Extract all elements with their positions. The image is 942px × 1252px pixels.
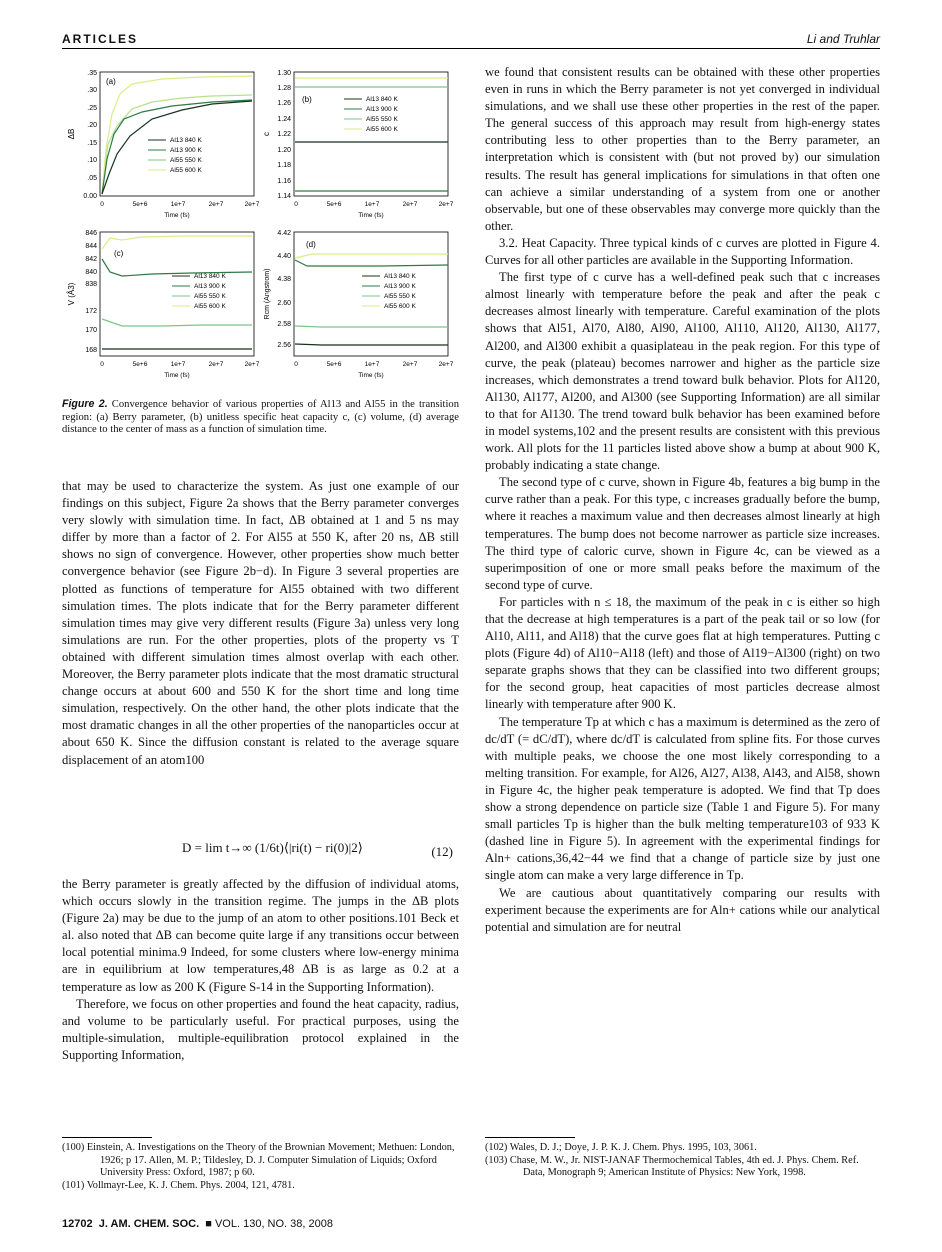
svg-text:1.18: 1.18	[277, 162, 291, 169]
svg-text:ΔB: ΔB	[67, 128, 76, 140]
svg-text:168: 168	[85, 347, 97, 354]
svg-text:Al55 600 K: Al55 600 K	[170, 167, 202, 174]
paragraph: we found that consistent results can be obtained with these other properties even in runs in which the Berry parameter is not yet converged in individual simulations, and we shall use these other properties in the rest of the paper. The general success of this approach may result from high-energy states contributing less to other properties than to the Berry parameter, an interpretation which is consistent with (but not proved by) our simulation results. The result has general implications for simulations in that often one can achieve a similar understanding of a system from one or another observable, but one of these observables may converge more quickly than the other.	[485, 65, 880, 233]
svg-text:1.30: 1.30	[277, 70, 291, 77]
svg-text:1e+7: 1e+7	[364, 361, 380, 368]
svg-text:Al55 550 K: Al55 550 K	[170, 157, 202, 164]
page-footer: 12702 J. AM. CHEM. SOC. ■ VOL. 130, NO. 38, 2008	[62, 1218, 333, 1230]
svg-text:Time (fs): Time (fs)	[164, 372, 190, 379]
panel-d-label: (d)	[306, 240, 316, 249]
running-header-authors: Li and Truhlar	[806, 32, 880, 46]
svg-text:1e+7: 1e+7	[170, 361, 186, 368]
svg-text:Al13 900 K: Al13 900 K	[194, 283, 226, 290]
svg-text:1.26: 1.26	[277, 100, 291, 107]
svg-text:2e+7: 2e+7	[208, 201, 224, 208]
svg-text:844: 844	[85, 243, 97, 250]
svg-text:4.40: 4.40	[277, 253, 291, 260]
reference-item: (103) Chase, M. W., Jr. NIST-JANAF Thermochemical Tables, 4th ed. J. Phys. Chem. Ref. Data, Monograph 9; American Institute of Physics: New York, 1998.	[485, 1154, 859, 1179]
svg-text:Time (fs): Time (fs)	[164, 212, 190, 219]
caption-text: Convergence behavior of various properties of Al13 and Al55 in the transition region: (a) Berry parameter, (b) unitless specific heat capacity c, (c) volume, (d) average distance to the center of mass as a function of simulation time.	[62, 399, 459, 436]
svg-text:Time (fs): Time (fs)	[358, 212, 384, 219]
figure-2-svg	[62, 64, 459, 394]
equation-12	[62, 834, 459, 868]
journal-volume: VOL. 130, NO. 38, 2008	[214, 1218, 333, 1230]
svg-text:.35: .35	[87, 70, 97, 77]
svg-text:.25: .25	[87, 105, 97, 112]
running-header-section: ARTICLES	[62, 32, 138, 46]
svg-text:2e+7: 2e+7	[244, 361, 260, 368]
paragraph: The first type of c curve has a well-defined peak such that c increases almost linearly with temperature before the peak and after the peak c decreases almost linearly with temperature. Careful examination of the plots shows that Al51, Al70, Al80, Al90, Al100, Al110, Al120, Al130, Al177, Al200, and Al300 exhibit a quasiplateau in the peak region. For this type of curve, the peak (plateau) becomes narrower and higher as the particle size increases, which demonstrates a trend toward bulk behavior. Plots for Al120, Al130, Al177, Al200, and Al300 (see Supporting Information) are all similar to that for Al130. The trend toward bulk behavior has been examined before in model systems,102 and the present results are consistent with this previous work. All plots for the 11 particles listed above show a bump at about 900 K, probably indicating a state change.	[485, 270, 880, 473]
svg-text:2e+7: 2e+7	[244, 201, 260, 208]
svg-text:2e+7: 2e+7	[438, 201, 454, 208]
journal-name: J. AM. CHEM. SOC.	[98, 1218, 200, 1230]
svg-text:0.00: 0.00	[83, 193, 97, 200]
svg-text:1.16: 1.16	[277, 178, 291, 185]
left-column-body	[62, 478, 459, 769]
svg-text:.10: .10	[87, 157, 97, 164]
references-left	[62, 1142, 459, 1192]
svg-text:2e+7: 2e+7	[438, 361, 454, 368]
svg-text:Al55 550 K: Al55 550 K	[384, 293, 416, 300]
equation-body: D = lim t→∞ (1/6t)⟨|ri(t) − ri(0)|2⟩	[182, 840, 363, 855]
svg-text:.05: .05	[87, 175, 97, 182]
svg-text:1.22: 1.22	[277, 131, 291, 138]
right-column-body	[485, 64, 880, 936]
svg-text:4.42: 4.42	[277, 230, 291, 237]
svg-text:.15: .15	[87, 140, 97, 147]
svg-text:2e+7: 2e+7	[402, 361, 418, 368]
svg-text:1.20: 1.20	[277, 147, 291, 154]
panel-a	[67, 70, 260, 219]
svg-text:2e+7: 2e+7	[402, 201, 418, 208]
svg-text:4.38: 4.38	[277, 276, 291, 283]
svg-text:Al13 900 K: Al13 900 K	[384, 283, 416, 290]
reference-item: (100) Einstein, A. Investigations on the Theory of the Brownian Movement; Methuen: London, 1926; p 17. Allen, M. P.; Tildesley, D. J. Computer Simulation of Liquids; Oxford University Press: Oxford, 1987; p 60.	[62, 1142, 455, 1179]
svg-text:1e+7: 1e+7	[170, 201, 186, 208]
svg-text:Al13 900 K: Al13 900 K	[170, 147, 202, 154]
svg-text:840: 840	[85, 269, 97, 276]
footnote-rule-left	[62, 1137, 152, 1138]
svg-text:Al13 900 K: Al13 900 K	[366, 106, 398, 113]
svg-text:Al13 840 K: Al13 840 K	[194, 273, 226, 280]
svg-text:1.14: 1.14	[277, 193, 291, 200]
svg-text:Al55 550 K: Al55 550 K	[366, 116, 398, 123]
svg-text:.20: .20	[87, 122, 97, 129]
svg-text:5e+6: 5e+6	[132, 361, 148, 368]
svg-text:c: c	[262, 132, 271, 136]
svg-text:Al55 600 K: Al55 600 K	[194, 303, 226, 310]
svg-text:842: 842	[85, 256, 97, 263]
caption-label: Figure 2.	[62, 398, 108, 410]
svg-text:Al55 600 K: Al55 600 K	[366, 126, 398, 133]
panel-a-label: (a)	[106, 77, 116, 86]
paragraph: For particles with n ≤ 18, the maximum of the peak in c is either so high that the decrease at high temperatures is a part of the peak tail or so low (for Al10, Al11, and Al18) that the curve goes flat at high temperatures. Putting c plots (Figure 4d) of Al10−Al18 (left) and those of Al19−Al300 (right) on two separate graphs shows that they can be classified into two different groups; for the second group, heat capacities of most particles decrease almost linearly with temperature after 900 K.	[485, 594, 880, 712]
svg-text:846: 846	[85, 230, 97, 237]
svg-text:0: 0	[100, 361, 104, 368]
svg-text:5e+6: 5e+6	[132, 201, 148, 208]
svg-text:Rcm (Angstrom): Rcm (Angstrom)	[264, 268, 271, 320]
figure-caption	[62, 398, 459, 437]
panel-d	[264, 230, 454, 379]
figure-2	[62, 64, 459, 394]
svg-text:.30: .30	[87, 87, 97, 94]
reference-item: (101) Vollmayr-Lee, K. J. Chem. Phys. 2004, 121, 4781.	[62, 1179, 295, 1191]
section-heading-paragraph: 3.2. Heat Capacity. Three typical kinds of c curves are plotted in Figure 4. Curves for all other particles are available in the Supporting Information.	[485, 235, 880, 268]
svg-text:1.24: 1.24	[277, 116, 291, 123]
svg-text:Al13 840 K: Al13 840 K	[384, 273, 416, 280]
svg-text:Al13 840 K: Al13 840 K	[366, 96, 398, 103]
svg-text:1.28: 1.28	[277, 85, 291, 92]
paragraph: The second type of c curve, shown in Figure 4b, features a big bump in the curve rather than a peak. For this type, c increases gradually before the bump, where it reaches a maximum value and then decreases almost linearly at high temperatures. The bump does not become narrower as particle size increases. The third type of caloric curve, shown in Figure 4c, can be viewed as a superimposition of one or more small peaks before the maximum of the second type of curve.	[485, 475, 880, 592]
panel-b-label: (b)	[302, 95, 312, 104]
header-rule	[62, 48, 880, 49]
paragraph: The temperature Tp at which c has a maximum is determined as the zero of dc/dT (= dC/dT), where dc/dT is calculated from spline fits. For those curves with multiple peaks, we choose the one most likely corresponding to a melting transition. For example, for Al26, Al27, Al38, Al43, and Al58, shown in Figure 4c, the higher peak temperature is adopted. We find that Tp does show a strong dependence on particle size (Table 1 and Figure 5). For many small particles Tp is higher than the bulk melting temperature103 of 933 K (dashed line in Figure 5). In agreement with the experimental findings for Aln+ cations,36,42−44 we find that a change of particle size by just one single atom can make a very large difference in Tp.	[485, 714, 880, 883]
svg-text:V (Å3): V (Å3)	[67, 282, 76, 306]
reference-item: (102) Wales, D. J.; Doye, J. P. K. J. Chem. Phys. 1995, 103, 3061.	[485, 1142, 757, 1153]
svg-text:0: 0	[294, 201, 298, 208]
page-number: 12702	[62, 1218, 93, 1230]
svg-text:5e+6: 5e+6	[326, 201, 342, 208]
footnote-rule-right	[485, 1137, 575, 1138]
svg-text:2e+7: 2e+7	[208, 361, 224, 368]
svg-text:172: 172	[85, 308, 97, 315]
paragraph: the Berry parameter is greatly affected by the diffusion of individual atoms, which occurs slowly in the transition regime. The jumps in the ΔB plots (Figure 2a) may be due to the jump of an atom to other positions.101 Beck et al. also noted that ΔB can become quite large if any transitions occur between local potential minima.9 Indeed, for some clusters where low-energy minima are in equilibrium at low temperatures,48 ΔB is as large as 0.2 at a temperature as low as 200 K (Figure S-14 in the Supporting Information).	[62, 877, 459, 994]
paragraph: that may be used to characterize the system. As just one example of our findings on this subject, Figure 2a shows that the Berry parameter converges very slowly with simulation time. In fact, ΔB obtained at 1 and 5 ns may differ by more than a factor of 2. For Al55 at 550 K, after 20 ns, ΔB still shows no sign of convergence. However, other properties show much better convergence behavior (see Figure 2b−d). In Figure 3 several properties are plotted as functions of temperature for Al55 obtained with two different simulation times. The plots indicate that for the Berry parameter different simulation times may give very different results (Figure 3a) unless very long simulations are run. For the other properties, plots of the property vs T obtained with different simulation times almost overlap with each other. Moreover, the Berry parameter plots indicate that the most dramatic structural change occurs at about 600 and 550 K for the short time and long time simulation, respectively. On the other hand, the other plots indicate that the most dramatic changes in all the other properties of the nanoparticles occur at about 650 K. Since the diffusion constant is related to the average square displacement of an atom100	[62, 479, 459, 767]
panel-c	[67, 230, 260, 379]
svg-text:Time (fs): Time (fs)	[358, 372, 384, 379]
panel-b	[262, 70, 454, 219]
svg-text:2.58: 2.58	[277, 321, 291, 328]
svg-text:5e+6: 5e+6	[326, 361, 342, 368]
svg-text:838: 838	[85, 281, 97, 288]
svg-text:170: 170	[85, 327, 97, 334]
references-right	[485, 1142, 880, 1180]
svg-text:0: 0	[294, 361, 298, 368]
svg-text:Al55 550 K: Al55 550 K	[194, 293, 226, 300]
left-column-body-2	[62, 876, 459, 1064]
svg-text:Al55 600 K: Al55 600 K	[384, 303, 416, 310]
svg-text:Al13 840 K: Al13 840 K	[170, 137, 202, 144]
panel-c-label: (c)	[114, 249, 124, 258]
svg-text:0: 0	[100, 201, 104, 208]
svg-text:2.60: 2.60	[277, 300, 291, 307]
paragraph: Therefore, we focus on other properties and found the heat capacity, radius, and volume to be particularly useful. For practical purposes, using the multiple-simulation, multiple-equilibration protocol explained in the Supporting Information,	[62, 996, 459, 1062]
svg-text:1e+7: 1e+7	[364, 201, 380, 208]
svg-text:2.56: 2.56	[277, 342, 291, 349]
paragraph: We are cautious about quantitatively comparing our results with experiment because the experiments are for Aln+ cations while our analytical potential and simulation are for neutral	[485, 885, 880, 934]
equation-number: (12)	[431, 844, 453, 859]
